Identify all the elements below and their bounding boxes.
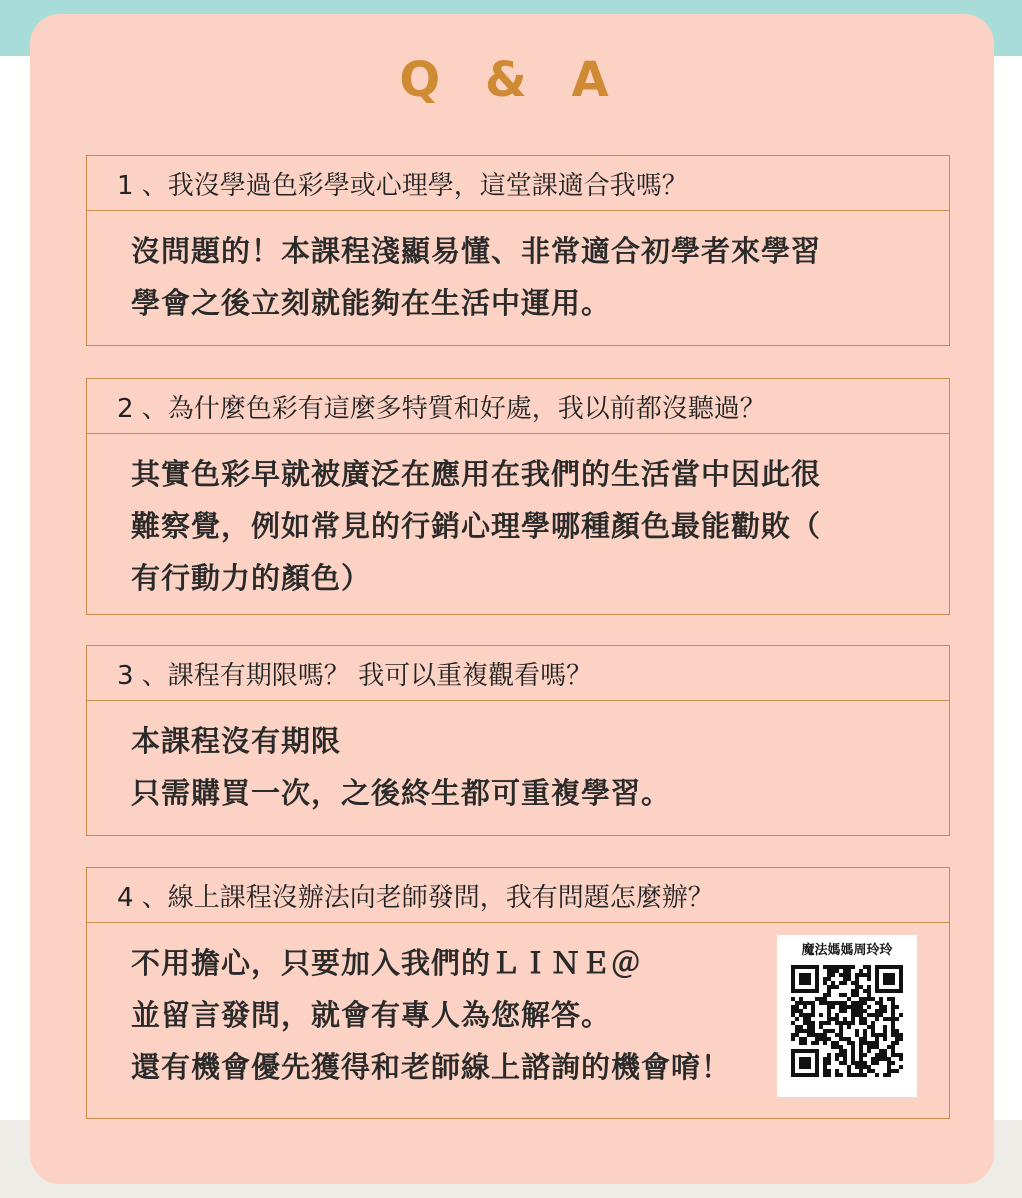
- faq-answer: [86, 434, 950, 615]
- faq-question: 1 、我沒學過色彩學或心理學，這堂課適合我嗎？: [86, 155, 950, 211]
- answer-line: 不用擔心，只要加入我們的ＬＩＮＥ＠: [131, 946, 642, 980]
- faq-item-3: [86, 645, 950, 836]
- answer-line: 並留言發問，就會有專人為您解答。: [131, 998, 612, 1032]
- answer-line: 其實色彩早就被廣泛在應用在我們的生活當中因此很: [131, 457, 822, 491]
- faq-item-4: [86, 867, 950, 1119]
- qr-code-icon: [791, 961, 903, 1083]
- faq-item-2: [86, 378, 950, 615]
- answer-line: 沒問題的！本課程淺顯易懂、非常適合初學者來學習: [131, 234, 822, 268]
- answer-line: 只需購買一次，之後終生都可重複學習。: [131, 776, 672, 810]
- faq-item-1: [86, 155, 950, 346]
- faq-question: 4 、線上課程沒辦法向老師發問，我有問題怎麼辦？: [86, 867, 950, 923]
- answer-line: 還有機會優先獲得和老師線上諮詢的機會唷！: [131, 1050, 732, 1084]
- faq-question: 3 、課程有期限嗎？ 我可以重複觀看嗎？: [86, 645, 950, 701]
- answer-line: 本課程沒有期限: [131, 724, 342, 758]
- answer-line: 有行動力的顏色）: [131, 561, 372, 595]
- faq-answer: [86, 211, 950, 346]
- faq-question: 2 、為什麼色彩有這麼多特質和好處，我以前都沒聽過？: [86, 378, 950, 434]
- answer-line: 難察覺，例如常見的行銷心理學哪種顏色最能勸敗（: [131, 509, 822, 543]
- page-title: Q & A: [399, 52, 623, 108]
- answer-line: 學會之後立刻就能夠在生活中運用。: [131, 286, 612, 320]
- faq-answer: [86, 701, 950, 836]
- line-qr-code[interactable]: [777, 935, 917, 1097]
- faq-answer: [86, 923, 950, 1119]
- qr-caption: 魔法媽媽周玲玲: [801, 943, 893, 958]
